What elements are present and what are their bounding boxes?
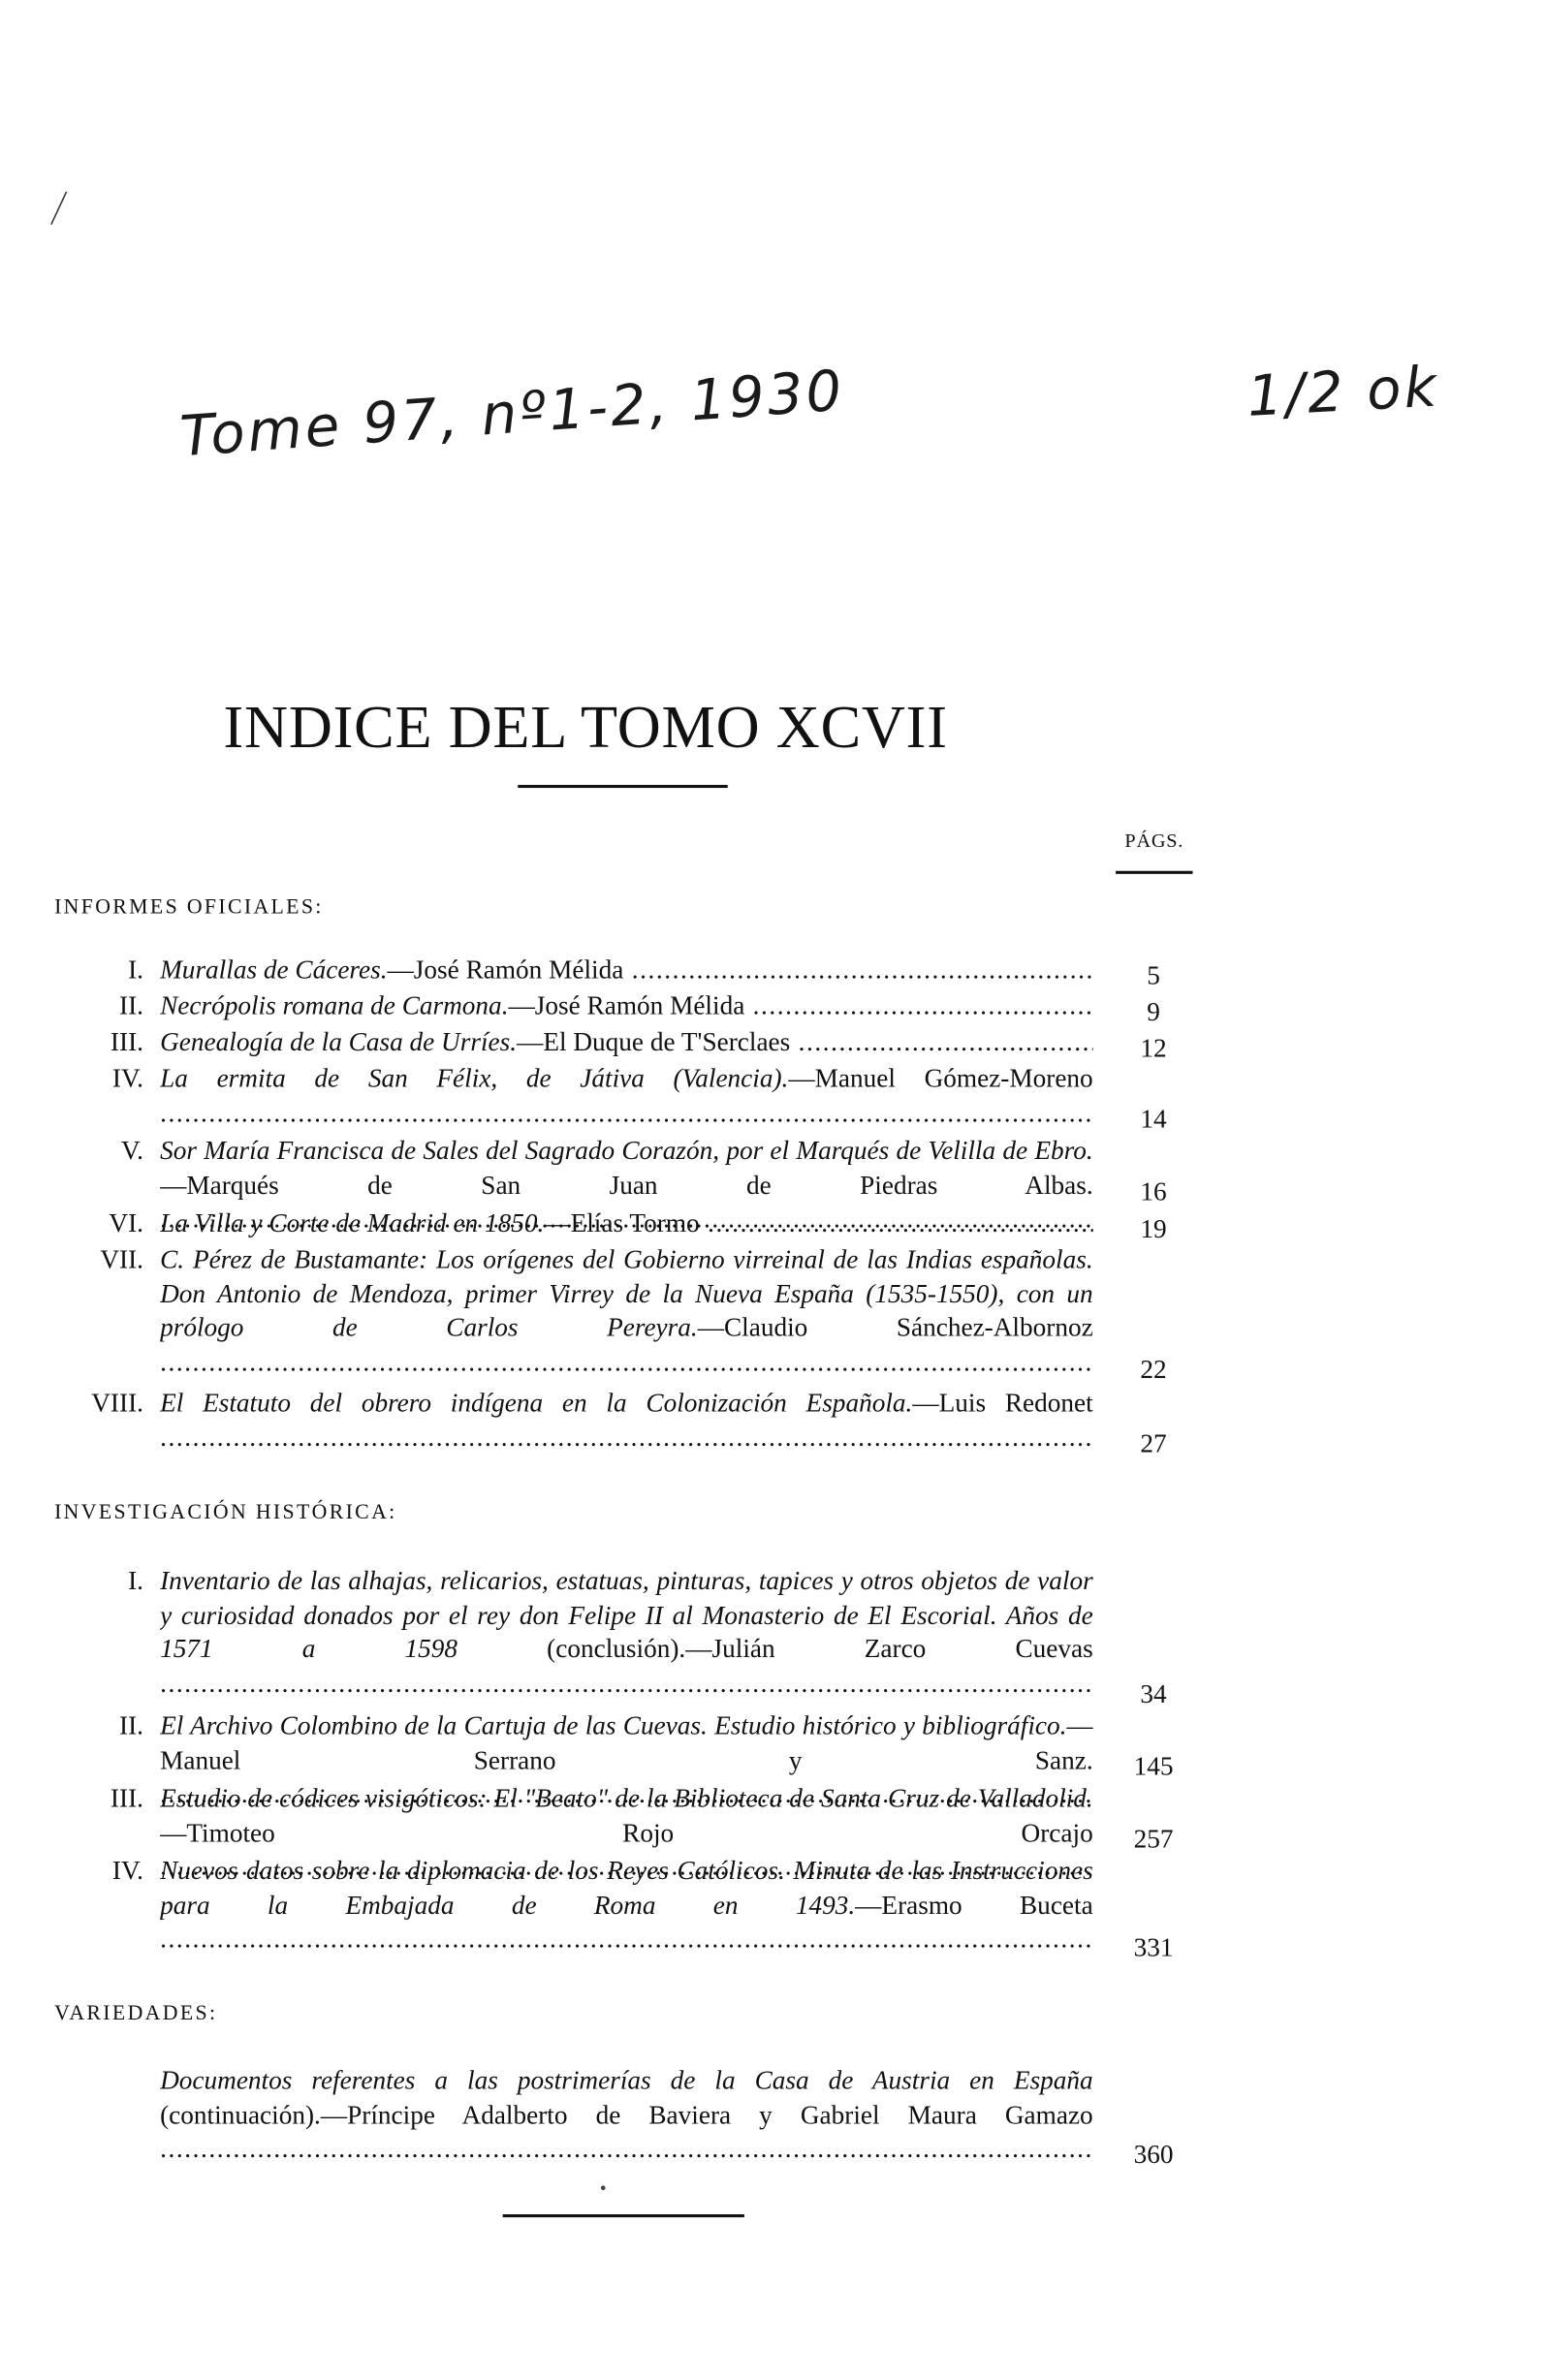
entry-number: I.: [128, 954, 143, 985]
entry-author: —El Duque de T'Serclaes: [517, 1026, 791, 1057]
entry-title: C. Pérez de Bustamante: Los orígenes del Gobierno virreinal de las Indias españolas. Don Antonio de Mendoza, primer Virrey de la Nueva España (1535-1550), con un prólogo de Carlos Pereyra.: [160, 1243, 1093, 1342]
entry-author: (continuación).—Príncipe Adalberto de Baviera y Gabriel Maura Gamazo: [160, 2098, 1093, 2129]
entry-title: Estudio de códices visigóticos: El "Beato" de la Biblioteca de Santa Cruz de Valladolid.: [160, 1782, 1093, 1813]
entry-page: 14: [1140, 1103, 1167, 1134]
entry-text: [160, 1206, 1093, 1240]
entry-page: 16: [1140, 1175, 1167, 1206]
title-rule: [518, 785, 728, 788]
entry-author: —José Ramón Mélida: [508, 989, 745, 1020]
entry-number: I.: [128, 1565, 143, 1596]
entry-page: 331: [1133, 1931, 1174, 1962]
entry-author: —Marqués de San Juan de Piedras Albas.: [160, 1169, 1093, 1200]
entry-page: 34: [1140, 1678, 1167, 1709]
section-title-variedades: VARIEDADES:: [54, 2002, 218, 2026]
entry-number: V.: [120, 1135, 143, 1166]
entry-page: 19: [1140, 1213, 1167, 1244]
entry-text: [160, 1386, 1093, 1454]
pages-column-header: PÁGS.: [1124, 829, 1184, 852]
entry-title: La ermita de San Félix, de Játiva (Valencia).: [160, 1062, 789, 1093]
entry-text: [160, 1564, 1093, 1703]
entry-title: El Estatuto del obrero indígena en la Colonización Española.: [160, 1387, 913, 1418]
bottom-dot: [601, 2185, 606, 2190]
entry-author: —Erasmo Buceta: [855, 1889, 1093, 1920]
entry-title: Genealogía de la Casa de Urríes.: [160, 1026, 518, 1057]
entry-text: [160, 988, 1093, 1022]
entry-title: Necrópolis romana de Carmona.: [160, 989, 509, 1020]
entry-number: VII.: [100, 1243, 143, 1274]
entry-page: 5: [1147, 959, 1160, 990]
entry-page: 360: [1133, 2139, 1174, 2170]
entry-text: [160, 953, 1093, 986]
entry-author: —Elías Tormo: [544, 1207, 700, 1238]
entry-number: II.: [119, 1709, 143, 1740]
entry-title: La Villa y Corte de Madrid en 1850.: [160, 1207, 545, 1238]
entry-text: [160, 1781, 1093, 1849]
pages-header-rule: [1116, 871, 1192, 874]
handwritten-check-note: 1/2 ok: [1245, 354, 1441, 429]
entry-number: VIII.: [91, 1387, 143, 1418]
entry-text: [160, 1708, 1093, 1776]
entry-page: 145: [1133, 1750, 1174, 1781]
entry-author: —Luis Redonet: [912, 1387, 1093, 1418]
entry-page: 9: [1147, 996, 1160, 1027]
index-title: INDICE DEL TOMO XCVII: [223, 692, 948, 762]
entry-text: [160, 1854, 1093, 1957]
entry-title: Nuevos datos sobre la diplomacia de los Reyes Católicos. Minuta de las Instrucciones para la Embajada de Roma en 1493.: [160, 1855, 1093, 1920]
pencil-mark: [50, 192, 80, 232]
entry-title: El Archivo Colombino de la Cartuja de las Cuevas. Estudio histórico y bibliográfico.: [160, 1709, 1067, 1740]
entry-page: 12: [1140, 1032, 1167, 1063]
entry-title: Sor María Francisca de Sales del Sagrado Corazón, por el Marqués de Velilla de Ebro.: [160, 1135, 1093, 1166]
entry-author: —Manuel Gómez-Moreno: [788, 1062, 1093, 1093]
entry-number: IV.: [111, 1062, 143, 1093]
entry-text: [160, 1242, 1093, 1381]
entry-text: [160, 1061, 1093, 1129]
entry-title: Murallas de Cáceres.: [160, 954, 388, 985]
entry-author: —José Ramón Mélida: [387, 954, 624, 985]
entry-author: —Claudio Sánchez-Albornoz: [697, 1311, 1093, 1342]
entry-title: Documentos referentes a las postrimerías de la Casa de Austria en España: [160, 2064, 1093, 2095]
entry-author: —Timoteo Rojo Orcajo: [160, 1816, 1093, 1847]
bottom-rule: [503, 2214, 744, 2217]
entry-number: III.: [110, 1026, 143, 1057]
entry-text: [160, 1134, 1093, 1202]
entry-author: —Manuel Serrano y Sanz.: [160, 1709, 1093, 1774]
entry-number: II.: [119, 989, 143, 1020]
entry-number: VI.: [109, 1207, 143, 1238]
section-title-investigacion: INVESTIGACIÓN HISTÓRICA:: [54, 1501, 397, 1525]
handwritten-volume-note: Tome 97, nº1-2, 1930: [177, 358, 847, 470]
entry-number: III.: [110, 1782, 143, 1813]
section-title-informes: INFORMES OFICIALES:: [54, 896, 324, 920]
entry-page: 22: [1140, 1354, 1167, 1385]
entry-text: [160, 1025, 1093, 1059]
entry-title: Inventario de las alhajas, relicarios, estatuas, pinturas, tapices y otros objetos de valor y curiosidad donados por el rey don Felipe II al Monasterio de El Escorial. Años de 1571 a 1598: [160, 1565, 1093, 1664]
entry-page: 27: [1140, 1427, 1167, 1458]
entry-number: IV.: [111, 1855, 143, 1886]
entry-author: (conclusión).—Julián Zarco Cuevas: [457, 1633, 1093, 1664]
entry-text: [160, 2063, 1093, 2166]
entry-page: 257: [1133, 1823, 1174, 1854]
